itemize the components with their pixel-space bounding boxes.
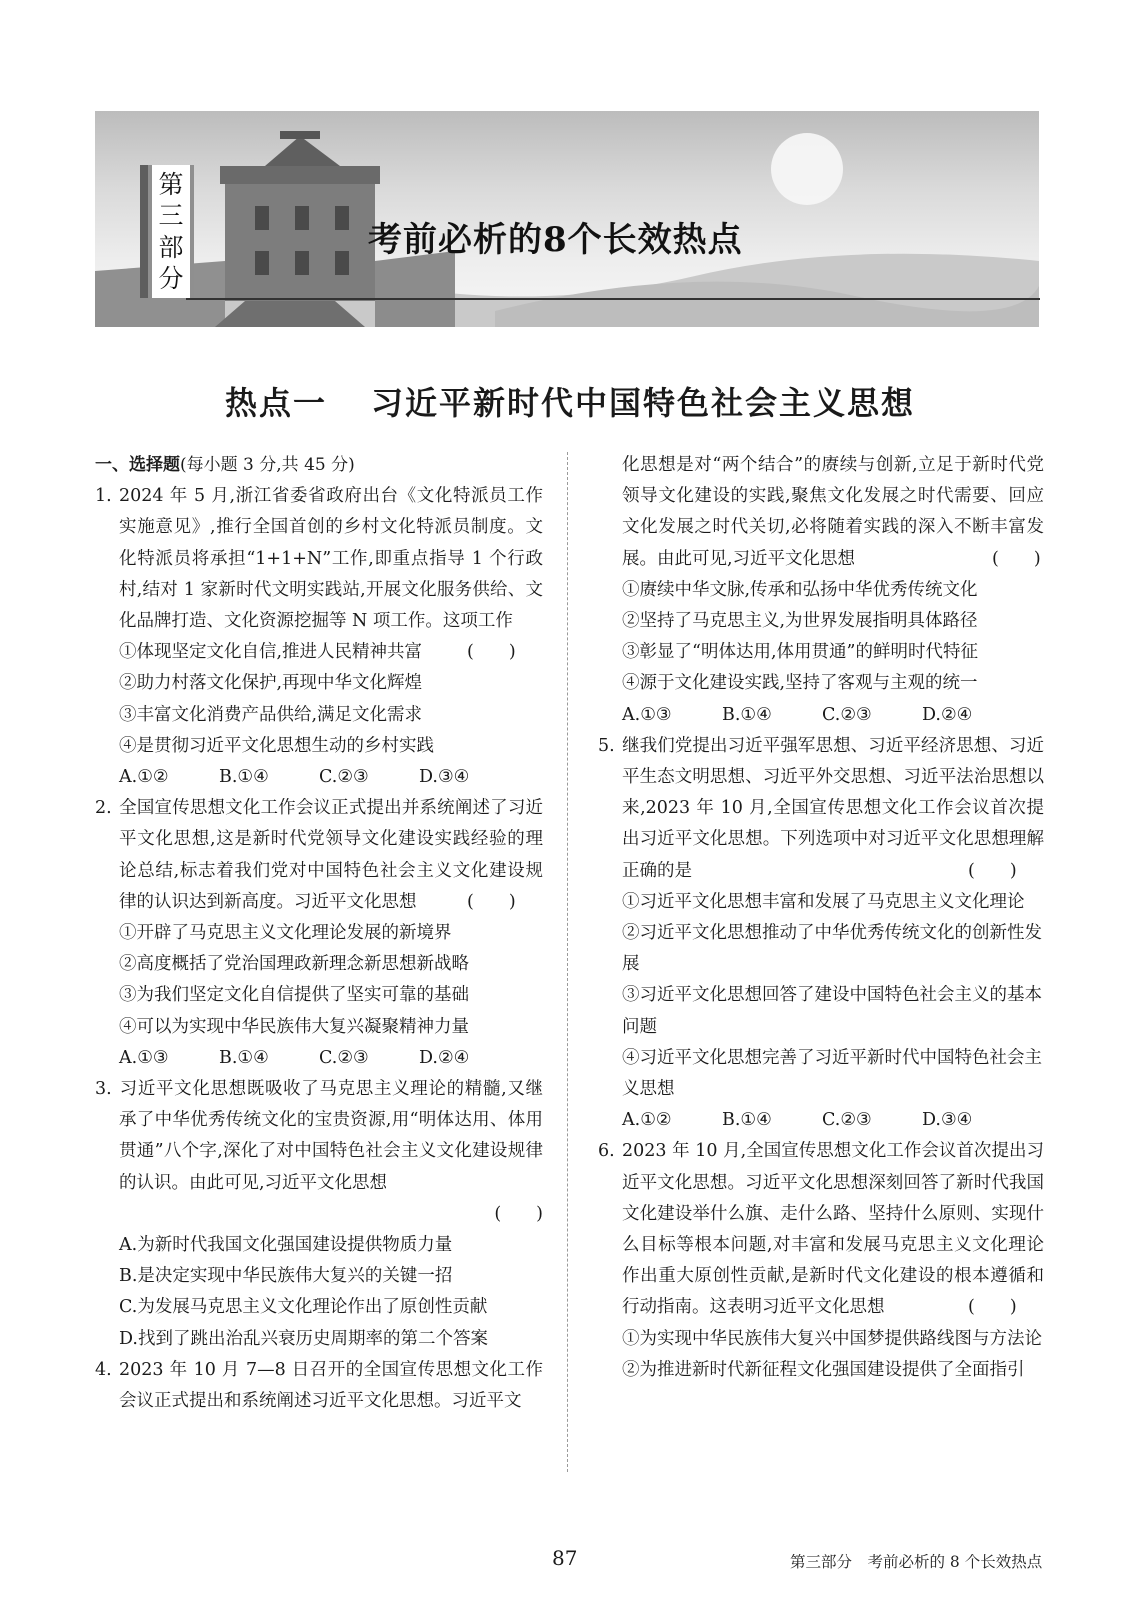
option: A.为新时代我国文化强国建设提供物质力量 xyxy=(119,1235,453,1256)
answer-bracket: ( ) xyxy=(992,548,1041,569)
choice-b: B.①④ xyxy=(722,1110,772,1131)
option: ②为推进新时代新征程文化强国建设提供了全面指引 xyxy=(622,1359,1025,1380)
choice-c: C.②③ xyxy=(319,1047,369,1068)
question-number: 3. xyxy=(95,1079,112,1100)
option: ①开辟了马克思主义文化理论发展的新境界 xyxy=(119,923,452,944)
question-stem: 2023 年 10 月 7—8 日召开的全国宣传思想文化工作会议正式提出和系统阐述习近平文化思想。习近平文 xyxy=(119,1359,543,1412)
option: ①体现坚定文化自信,推进人民精神共富 xyxy=(119,642,423,663)
answer-choices xyxy=(598,1105,1044,1136)
question-stem: 习近平文化思想既吸收了马克思主义理论的精髓,又继承了中华优秀传统文化的宝贵资源,用“明体达用、体用贯通”八个字,深化了对中国特色社会主义文化建设规律的认识。由此可见,习近平文化思想 xyxy=(119,1079,543,1193)
choice-d: D.③④ xyxy=(419,767,470,788)
choice-c: C.②③ xyxy=(319,767,369,788)
question-6 xyxy=(598,1136,1044,1323)
option: ②坚持了马克思主义,为世界发展指明具体路径 xyxy=(622,611,978,632)
question-3 xyxy=(95,1074,543,1199)
option: ①为实现中华民族伟大复兴中国梦提供路线图与方法论 xyxy=(622,1328,1042,1349)
choice-c: C.②③ xyxy=(822,704,872,725)
option: C.为发展马克思主义文化理论作出了原创性贡献 xyxy=(119,1297,488,1318)
question-stem: 2024 年 5 月,浙江省委省政府出台《文化特派员工作实施意见》,推行全国首创的乡村文化特派员制度。文化特派员将承担“1+1+N”工作,即重点指导 1 个行政村,结对 1 家新时代文明实践站,开展文化服务供给、文化品牌打造、文化资源挖掘等 N 项工作。这项工作 xyxy=(119,486,543,632)
question-4-continued xyxy=(598,450,1044,575)
option: ③习近平文化思想回答了建设中国特色社会主义的基本问题 xyxy=(622,985,1042,1037)
answer-bracket: ( ) xyxy=(494,1203,543,1224)
answer-choices xyxy=(95,762,543,793)
answer-bracket: ( ) xyxy=(467,891,516,912)
section-heading: 习近平新时代中国特色社会主义思想 xyxy=(371,384,916,422)
question-number: 2. xyxy=(95,798,112,819)
choice-c: C.②③ xyxy=(822,1110,872,1131)
choice-a: A.①③ xyxy=(119,1047,169,1068)
part-label-char: 第 xyxy=(158,170,184,200)
question-stem: 继我们党提出习近平强军思想、习近平经济思想、习近平生态文明思想、习近平外交思想、习近平法治思想以来,2023 年 10 月,全国宣传思想文化工作会议首次提出习近平文化思想。下列选项中对习近平文化思想理解正确的是 xyxy=(622,735,1044,881)
choice-b: B.①④ xyxy=(722,704,772,725)
answer-bracket: ( ) xyxy=(968,1297,1017,1318)
question-number: 5. xyxy=(598,735,615,756)
running-footer: 第三部分 考前必析的 8 个长效热点 xyxy=(790,1553,1043,1571)
option: ④是贯彻习近平文化思想生动的乡村实践 xyxy=(119,735,434,756)
part-label-char: 部 xyxy=(158,232,184,262)
question-stem: 全国宣传思想文化工作会议正式提出并系统阐述了习近平文化思想,这是新时代党领导文化建设实践经验的理论总结,标志着我们党对中国特色社会主义文化建设规律的认识达到新高度。习近平文化思想 xyxy=(119,798,543,912)
page-number: 87 xyxy=(552,1546,578,1570)
choice-b: B.①④ xyxy=(219,1047,269,1068)
choice-a: A.①② xyxy=(622,1110,672,1131)
option: ①习近平文化思想丰富和发展了马克思主义文化理论 xyxy=(622,891,1025,912)
option: ③丰富文化消费产品供给,满足文化需求 xyxy=(119,704,423,725)
option: ②习近平文化思想推动了中华优秀传统文化的创新性发展 xyxy=(622,923,1042,975)
part-label-char: 分 xyxy=(158,263,184,293)
section-number: 热点一 xyxy=(224,384,327,422)
answer-bracket: ( ) xyxy=(467,642,516,663)
question-2 xyxy=(95,793,543,918)
option: ④可以为实现中华民族伟大复兴凝聚精神力量 xyxy=(119,1016,469,1037)
option: B.是决定实现中华民族伟大复兴的关键一招 xyxy=(119,1266,453,1287)
column-divider xyxy=(567,452,568,1472)
option: ②助力村落文化保护,再现中华文化辉煌 xyxy=(119,673,423,694)
question-stem: 2023 年 10 月,全国宣传思想文化工作会议首次提出习近平文化思想。习近平文化思想深刻回答了新时代我国文化建设举什么旗、走什么路、坚持什么原则、实现什么目标等根本问题,对丰富和发展马克思主义文化理论作出重大原创性贡献,是新时代文化建设的根本遵循和行动指南。这表明习近平文化思想 xyxy=(622,1141,1044,1318)
option: ③彰显了“明体达用,体用贯通”的鲜明时代特征 xyxy=(622,642,978,663)
option: ④习近平文化思想完善了习近平新时代中国特色社会主义思想 xyxy=(622,1047,1042,1100)
question-4 xyxy=(95,1355,543,1417)
answer-choices xyxy=(598,700,1044,731)
choice-d: D.②④ xyxy=(419,1047,470,1068)
heading-note: (每小题 3 分,共 45 分) xyxy=(180,455,355,475)
question-5 xyxy=(598,731,1044,887)
part-heading: 一、选择题(每小题 3 分,共 45 分) xyxy=(95,455,355,475)
choice-b: B.①④ xyxy=(219,767,269,788)
option: ④源于文化建设实践,坚持了客观与主观的统一 xyxy=(622,673,978,694)
part-label-char: 三 xyxy=(158,201,184,231)
choice-a: A.①③ xyxy=(622,704,672,725)
question-stem: 化思想是对“两个结合”的赓续与创新,立足于新时代党领导文化建设的实践,聚焦文化发展之时代需要、回应文化发展之时代关切,必将随着实践的深入不断丰富发展。由此可见,习近平文化思想 xyxy=(622,455,1044,569)
question-number: 4. xyxy=(95,1359,112,1380)
option: ③为我们坚定文化自信提供了坚实可靠的基础 xyxy=(119,985,469,1006)
choice-d: D.②④ xyxy=(922,704,973,725)
section-title xyxy=(0,378,1140,424)
banner-underline xyxy=(186,298,1040,300)
right-column xyxy=(598,450,1044,1386)
banner-title: 考前必析的8个长效热点 xyxy=(368,220,743,260)
option: ②高度概括了党治国理政新理念新思想新战略 xyxy=(119,954,469,975)
option: ①赓续中华文脉,传承和弘扬中华优秀传统文化 xyxy=(622,579,978,600)
option: D.找到了跳出治乱兴衰历史周期率的第二个答案 xyxy=(119,1328,488,1349)
answer-choices xyxy=(95,1043,543,1074)
question-number: 6. xyxy=(598,1141,615,1162)
choice-d: D.③④ xyxy=(922,1110,973,1131)
choice-a: A.①② xyxy=(119,767,169,788)
question-number: 1. xyxy=(95,486,112,507)
answer-bracket: ( ) xyxy=(968,860,1017,881)
left-column xyxy=(95,450,543,1417)
part-label-tab xyxy=(140,165,194,298)
